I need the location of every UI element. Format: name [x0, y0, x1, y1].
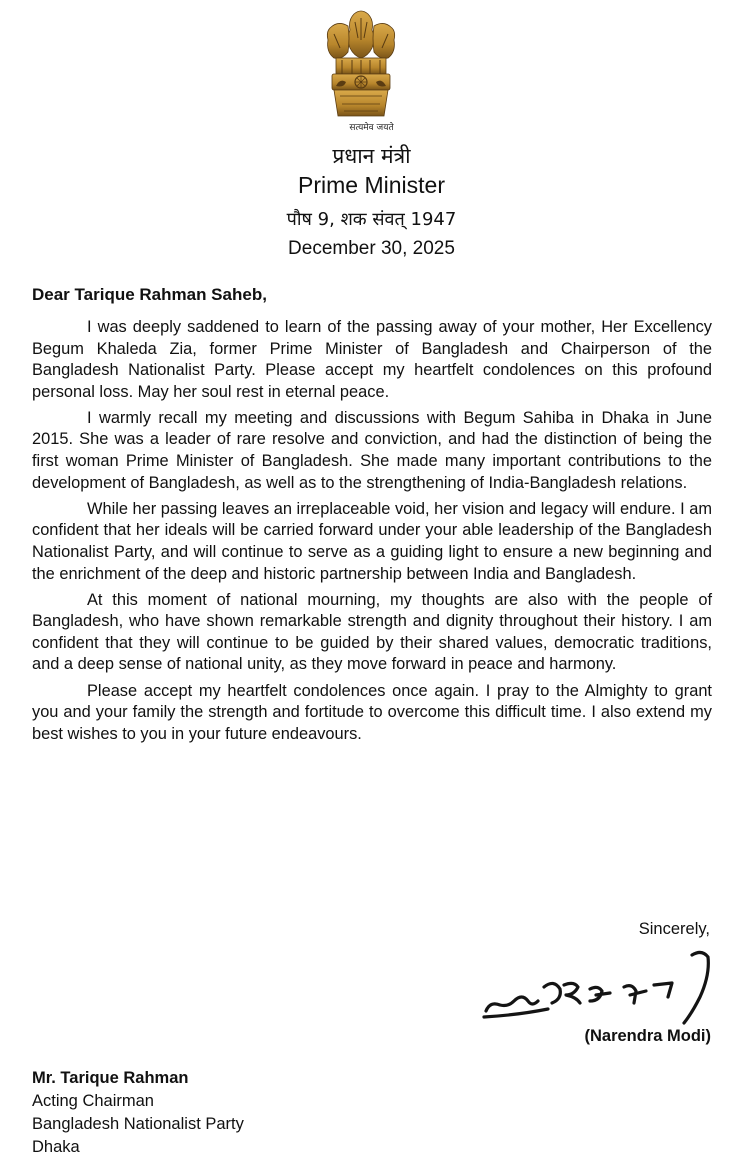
addressee-city: Dhaka: [32, 1138, 80, 1156]
addressee-name: Mr. Tarique Rahman: [32, 1069, 189, 1087]
paragraph: While her passing leaves an irreplaceable void, her vision and legacy will endure. I am confident that her ideals will be carried forward under your able leadership of the Bangladesh Nationalist Party, and will continue to serve as a guiding light to ensure a new beginning and the enrichment of the deep and historic partnership between India and Bangladesh.: [32, 499, 712, 583]
addressee-block: [32, 1067, 244, 1159]
letter-body: [32, 317, 712, 750]
addressee-title: Acting Chairman: [32, 1092, 154, 1110]
emblem-motto: सत्यमेव जयते: [349, 123, 394, 133]
paragraph: I warmly recall my meeting and discussions with Begum Sahiba in Dhaka in June 2015. She was a leader of rare resolve and conviction, and had the distinction of being the first woman Prime Minister of Bangladesh. She made many important contributions to the development of Bangladesh, as well as to the strengthening of India-Bangladesh relations.: [32, 408, 712, 492]
letter-date: December 30, 2025: [288, 238, 455, 259]
paragraph: At this moment of national mourning, my thoughts are also with the people of Bangladesh, who have shown remarkable strength and dignity throughout their history. I am confident that they will continue to be guided by their shared values, democratic traditions, and a deep sense of national unity, as they move forward in peace and harmony.: [32, 590, 712, 674]
salutation: Dear Tarique Rahman Saheb,: [32, 285, 267, 304]
signer-name: (Narendra Modi): [584, 1027, 711, 1045]
national-emblem-icon: [322, 8, 400, 120]
paragraph: I was deeply saddened to learn of the passing away of your mother, Her Excellency Begum Khaleda Zia, former Prime Minister of Bangladesh and Chairperson of the Bangladesh Nationalist Party. Please accept my heartfelt condolences on this profound personal loss. May her soul rest in eternal peace.: [32, 318, 712, 401]
date-hindi: पौष 9, शक संवत् 1947: [286, 209, 457, 230]
closing: Sincerely,: [638, 920, 710, 938]
addressee-organization: Bangladesh Nationalist Party: [32, 1115, 244, 1133]
paragraph: Please accept my heartfelt condolences once again. I pray to the Almighty to grant you and your family the strength and fortitude to overcome this difficult time. I also extend my best wishes to you in your future endeavours.: [32, 681, 712, 743]
office-title: Prime Minister: [298, 172, 445, 198]
handwritten-signature: [478, 945, 718, 1027]
office-title-hindi: प्रधान मंत्री: [332, 144, 411, 168]
